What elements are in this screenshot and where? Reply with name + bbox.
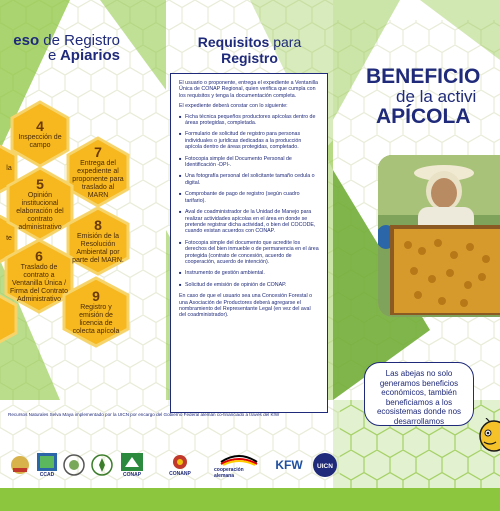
title-left-line2-prefix: e <box>48 47 57 64</box>
beekeeper-photo <box>378 155 500 317</box>
requirements-intro2: El expediente deberá constar con lo siguiente: <box>179 103 288 110</box>
requirement-item: ■ Comprobante de pago de registro (según cuadro tarifario). <box>179 191 319 204</box>
gov-logo <box>6 448 34 482</box>
conanp-logo <box>160 448 200 482</box>
title-left-line1-bold: eso <box>13 32 40 49</box>
step-text: Traslado de contrato a Ventanilla Única / Firma del Contrato Administrativo <box>10 263 68 303</box>
requirements-title <box>166 34 333 66</box>
logo-label: CCAD <box>39 471 55 478</box>
requirement-item: ■ Fotocopia simple del Documento Personal de Identificación -DPI-. <box>179 156 319 169</box>
logo-label: KFW <box>275 458 303 472</box>
bottom-green-strip <box>0 488 500 511</box>
step-number: 6 <box>35 247 43 264</box>
step-text: Inspección de campo <box>18 133 62 149</box>
title-mid-line2: Registro <box>221 50 278 66</box>
requirement-item: ■ Fotocopia simple del documento que acredite los derechos del bien inmueble o de permanencia en el área protegida (contrato de concesión, acuerdo de cooperación, acuerdo de intención). <box>179 240 319 266</box>
cooperacion-alemana-logo <box>214 448 264 482</box>
benefits-title-line1: BENEFICIO <box>366 65 481 88</box>
step-hex-5 <box>6 166 74 242</box>
step-number: 9 <box>92 287 100 304</box>
conap-logo <box>118 448 146 482</box>
step-text: Opinión institucional elaboración del contrato administrativo <box>16 191 64 231</box>
step-hex-8 <box>66 206 130 276</box>
bee-mascot-icon <box>478 418 500 452</box>
step-hex-4 <box>10 100 70 168</box>
logo-label: CONANP <box>169 470 191 477</box>
title-mid-rest: para <box>269 34 302 50</box>
step-hex-7 <box>66 136 130 208</box>
requirement-item: ■ Una fotografía personal del solicitante tamaño cedula o digital. <box>179 173 319 186</box>
benefits-title <box>340 66 500 127</box>
uicn-logo-text: UICN <box>317 463 333 470</box>
requirements-list <box>179 114 319 289</box>
requirement-item: ■ Formulario de solicitud de registro para personas individuales o jurídicas dedicadas a la producción apícola dentro de áreas protegidas, completado. <box>179 131 319 150</box>
logo-label: CONAP <box>122 471 142 478</box>
bubble-text: Las abejas no solo generamos beneficios económicos, también beneficiamos a los ecosistemas donde nos desarrollamos <box>376 369 462 426</box>
title-mid-bold: Requisitos <box>197 34 270 50</box>
logo-label: cooperación alemana <box>214 466 244 479</box>
step-number: 5 <box>36 175 44 192</box>
requirement-item: ■ Aval de coadministrador de la Unidad de Manejo para realizar actividades apícolas en el área en donde se pretende registrar dicha actividad, o bien del COCODE, cuando existan acuerdos con CONAP. <box>179 209 319 235</box>
step-number: 4 <box>36 117 44 134</box>
step-text: Emisión de la Resolución Ambiental por parte del MARN. <box>72 232 124 264</box>
step-text: Registro y emisión de licencia de colecta apícola <box>72 303 120 335</box>
partner-logos <box>0 448 500 488</box>
process-title <box>0 33 166 63</box>
benefits-title-line3: APÍCOLA <box>376 105 471 128</box>
uicn-logo <box>310 448 340 482</box>
title-left-line1-rest: de Registro <box>39 32 120 49</box>
speech-bubble <box>364 362 474 426</box>
seal-logo-2 <box>90 448 114 482</box>
seal-logo <box>62 448 86 482</box>
kfw-logo <box>272 448 306 482</box>
ccad-logo <box>36 448 58 482</box>
requirement-item: ■ Solicitud de emisión de opinión de CONAP. <box>179 282 319 288</box>
step-number: 8 <box>94 216 102 233</box>
requirements-closing: En caso de que el usuario sea una Concesión Forestal o una Asociación de Productores deberá agregarse el nombramiento del Representante Legal (en vez del aval del coadministrador). <box>179 293 313 319</box>
footer-credit: Recursos Naturales Selva Maya implementado por la UICN por encargo del Gobierno Federal alemán co-financiado a través del KfW <box>8 412 280 417</box>
edge-text-2: te <box>6 235 12 242</box>
step-text: Entrega del expediente al proponente para traslado al MARN <box>72 159 124 199</box>
requirement-item: ■ Ficha técnica pequeños productores apícolas dentro de áreas protegidas, completada. <box>179 114 319 127</box>
requirements-intro: El usuario o proponente, entrega el expediente a Ventanilla Única de CONAP Regional, quien verifica que cumpla con los requisitos y tenga la documentación completa. <box>179 80 318 99</box>
requirements-box <box>170 73 328 413</box>
benefits-title-line2: de la activi <box>396 87 477 106</box>
requirement-item: ■ Instrumento de gestión ambiental. <box>179 270 319 276</box>
edge-text-1: la <box>6 165 12 172</box>
title-left-line2-bold: Apiarios <box>56 47 120 64</box>
step-number: 7 <box>94 143 102 160</box>
